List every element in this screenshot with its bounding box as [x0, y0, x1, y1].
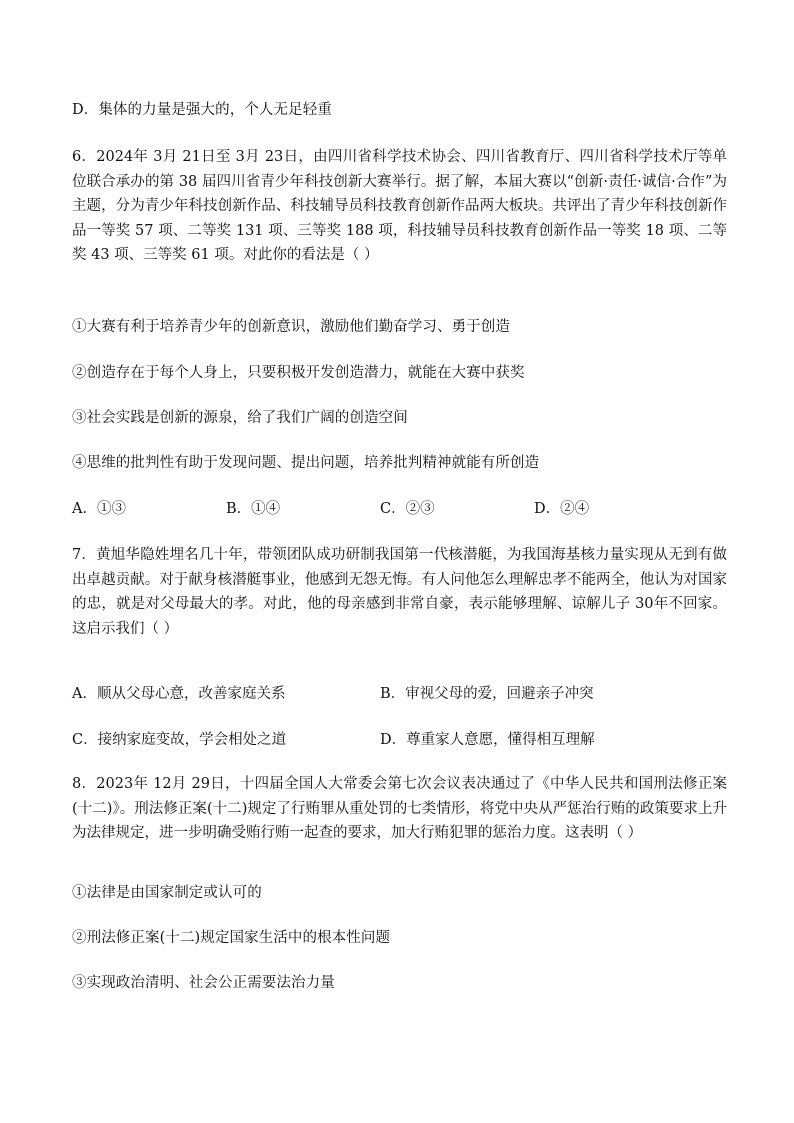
q6-statement-3: ③社会实践是创新的源泉，给了我们广阔的创造空间 — [72, 410, 408, 426]
q6-statement-1: ①大赛有利于培养青少年的创新意识，激励他们勤奋学习、勇于创造 — [72, 319, 510, 335]
q6-option-b[interactable]: B．①④ — [226, 501, 281, 517]
q6-option-c[interactable]: C．②③ — [380, 501, 435, 517]
q5-option-d: D．集体的力量是强大的，个人无足轻重 — [72, 102, 332, 118]
q7-option-d[interactable]: D．尊重家人意愿，懂得相互理解 — [380, 732, 595, 748]
q6-option-d[interactable]: D．②④ — [534, 501, 590, 517]
q7-stem: 7．黄旭华隐姓埋名几十年，带领团队成功研制我国第一代核潜艇，为我国海基核力量实现从无到有做出卓越贡献。对于献身核潜艇事业，他感到无怨无悔。有人问他怎么理解忠孝不能两全，他认为对国家的忠，就是对父母最大的孝。对此，他的母亲感到非常自豪，表示能够理解、谅解儿子 30年不回家。这启示我们（ ） — [72, 547, 727, 637]
q8-statement-2: ②刑法修正案(十二)规定国家生活中的根本性问题 — [72, 930, 391, 946]
q7-option-a[interactable]: A．顺从父母心意，改善家庭关系 — [72, 686, 286, 702]
q6-statement-2: ②创造存在于每个人身上，只要积极开发创造潜力，就能在大赛中获奖 — [72, 365, 525, 381]
q8-statement-3: ③实现政治清明、社会公正需要法治力量 — [72, 975, 335, 991]
q7-option-c[interactable]: C．接纳家庭变故，学会相处之道 — [72, 732, 287, 748]
q8-stem: 8．2023年 12月 29日，十四届全国人大常委会第七次会议表决通过了《中华人民共和国刑法修正案(十二)》。刑法修正案(十二)规定了行贿罪从重处罚的七类情形，将党中央从严惩治行贿的政策要求上升为法律规定，进一步明确受贿行贿一起查的要求，加大行贿犯罪的惩治力度。这表明（ ） — [72, 776, 727, 841]
q6-stem: 6．2024年 3月 21日至 3月 23日，由四川省科学技术协会、四川省教育厅、四川省科学技术厅等单位联合承办的第 38 届四川省青少年科技创新大赛举行。据了解，本届大赛以“创新·责任·诚信·合作”为主题，分为青少年科技创新作品、科技辅导员科技教育创新作品两大板块。共评出了青少年科技创新作品一等奖 57 项、二等奖 131 项、三等奖 188 项，科技辅导员科技教育创新作品一等奖 18 项、二等奖 43 项、三等奖 61 项。对此你的看法是（ ） — [72, 149, 727, 263]
q6-option-a[interactable]: A．①③ — [72, 501, 126, 517]
q7-option-b[interactable]: B．审视父母的爱，回避亲子冲突 — [380, 686, 594, 702]
q8-statement-1: ①法律是由国家制定或认可的 — [72, 885, 262, 901]
q6-statement-4: ④思维的批判性有助于发现问题、提出问题，培养批判精神就能有所创造 — [72, 455, 540, 471]
